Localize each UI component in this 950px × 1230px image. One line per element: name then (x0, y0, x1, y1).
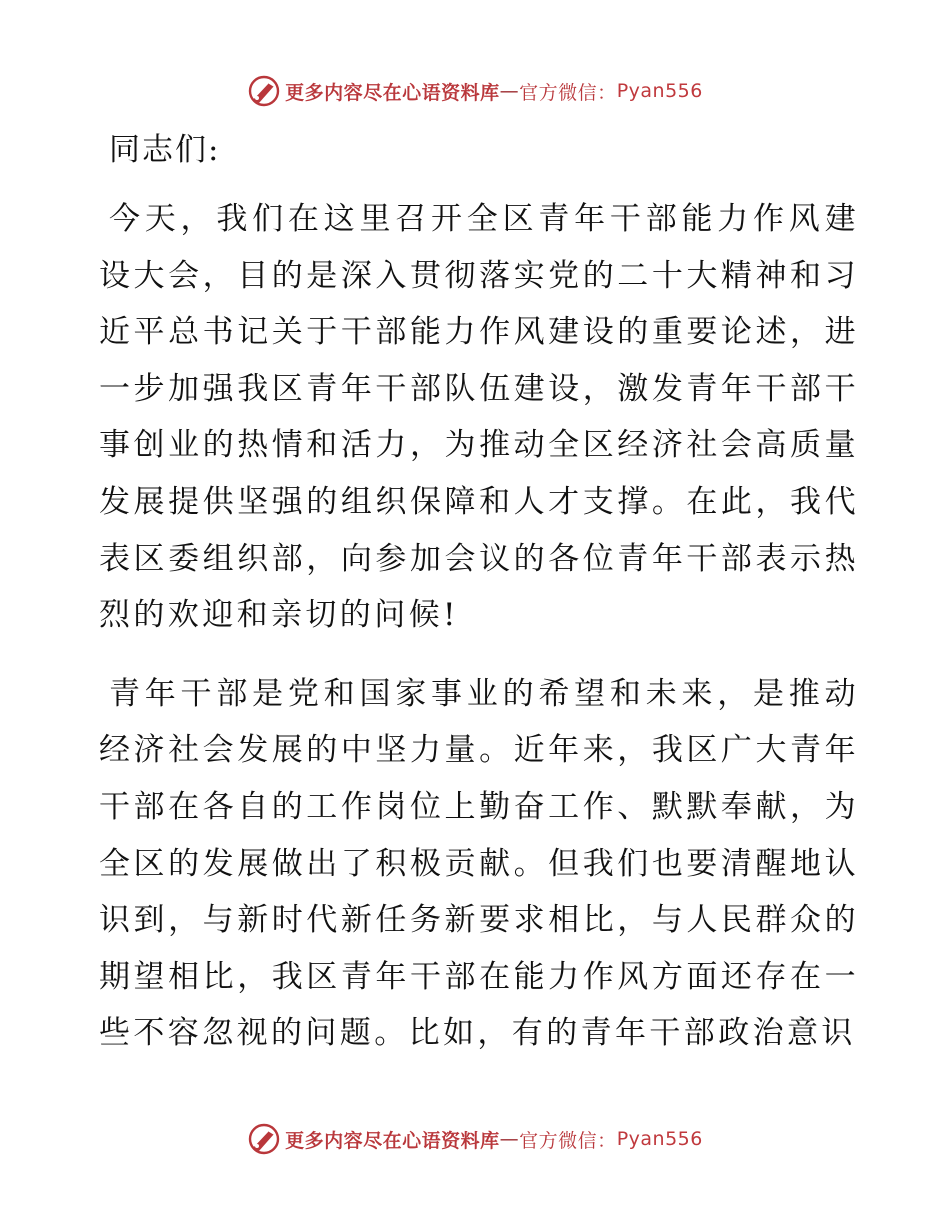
document-body (99, 125, 859, 1084)
watermark-wechat-id: Pyan556 (616, 1128, 703, 1150)
watermark-separator: — (499, 1128, 520, 1150)
watermark-suffix: 官方微信： (519, 1129, 617, 1152)
watermark-suffix: 官方微信： (519, 81, 617, 104)
salutation: 同志们: (109, 132, 221, 168)
watermark-separator: — (499, 80, 520, 102)
paragraph-2: 青年干部是党和国家事业的希望和未来，是推动经济社会发展的中坚力量。近年来，我区广大青年干部在各自的工作岗位上勤奋工作、默默奉献，为全区的发展做出了积极贡献。但我们也要清醒地认识到，与新时代新任务新要求相比，与人民群众的期望相比，我区青年干部在能力作风方面还存在一些不容忽视的问题。比如，有的青年干部政治意识 (99, 675, 859, 1052)
pen-nib-logo-icon (247, 1122, 281, 1156)
paragraph-1: 今天，我们在这里召开全区青年干部能力作风建设大会，目的是深入贯彻落实党的二十大精神和习近平总书记关于干部能力作风建设的重要论述，进一步加强我区青年干部队伍建设，激发青年干部干事创业的热情和活力，为推动全区经济社会高质量发展提供坚强的组织保障和人才支撑。在此，我代表区委组织部，向参加会议的各位青年干部表示热烈的欢迎和亲切的问候! (99, 201, 859, 634)
watermark-footer (0, 1119, 950, 1159)
watermark-header (0, 71, 950, 111)
watermark-brand: 更多内容尽在心语资料库 (285, 1129, 500, 1152)
pen-nib-logo-icon (247, 74, 281, 108)
watermark-brand: 更多内容尽在心语资料库 (285, 81, 500, 104)
watermark-wechat-id: Pyan556 (616, 80, 703, 102)
